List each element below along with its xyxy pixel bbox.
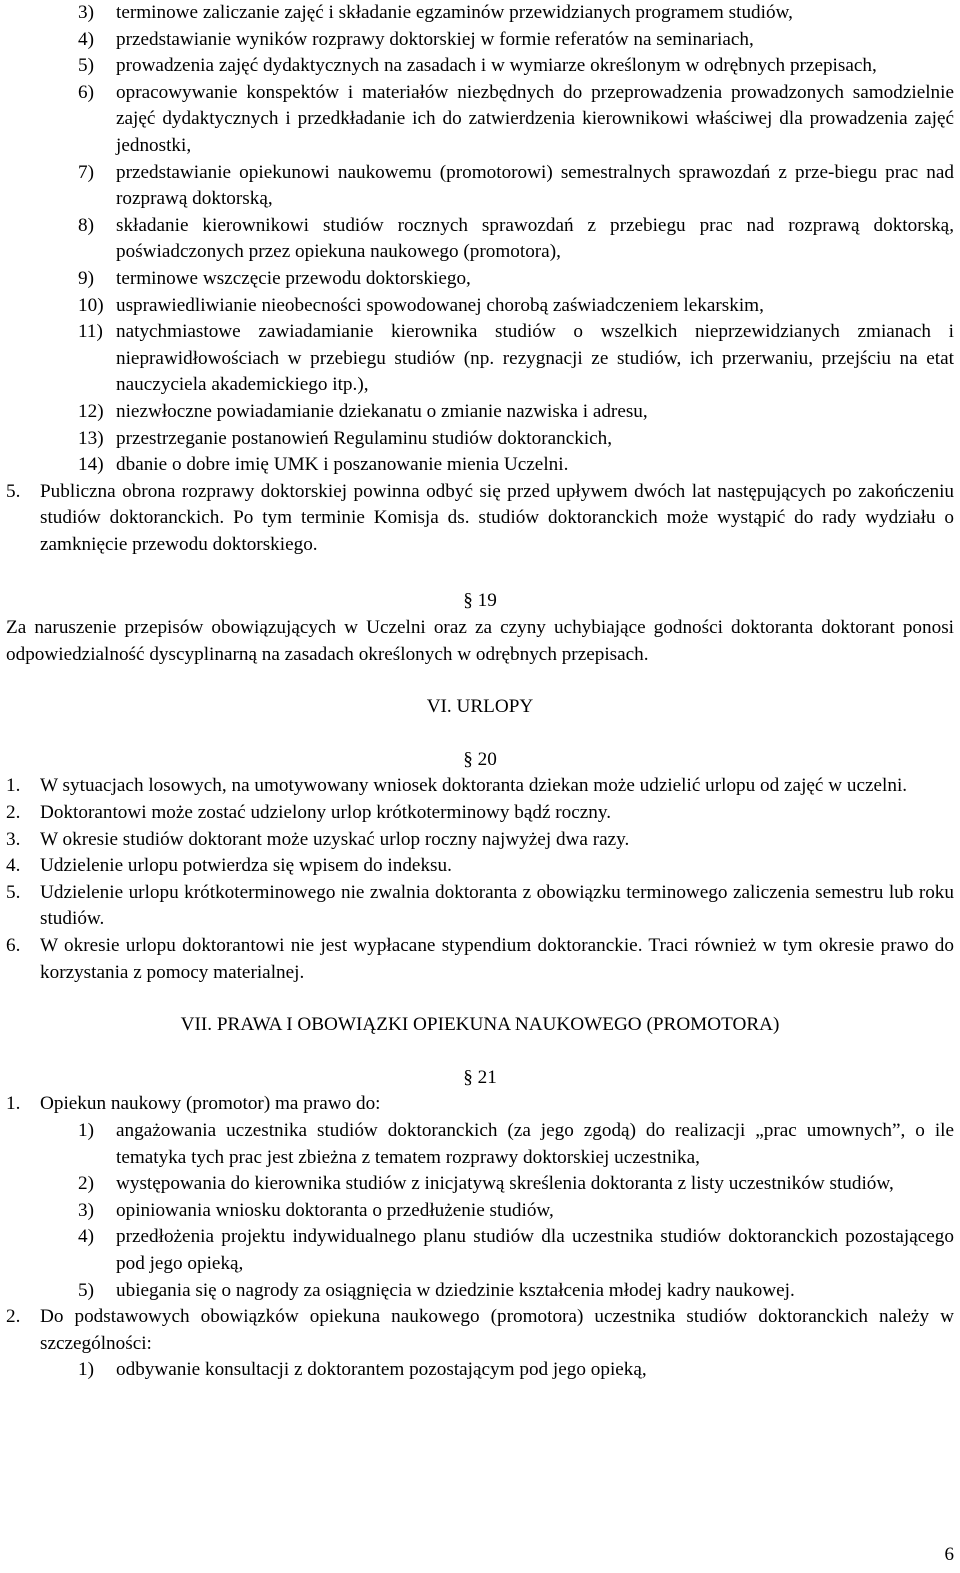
list-item — [6, 399, 954, 426]
list-item — [6, 1198, 954, 1225]
item-text: opiniowania wniosku doktoranta o przedłużenie studiów, — [116, 1199, 554, 1221]
section-heading-vii: VII. PRAWA I OBOWIĄZKI OPIEKUNA NAUKOWEGO (PROMOTORA) — [180, 1014, 780, 1036]
obligations-list — [6, 0, 954, 479]
paragraph-sign-20: § 20 — [463, 748, 497, 770]
item-text: opracowywanie konspektów i materiałów niezbędnych do przeprowadzenia prowadzonych samodzielnie zajęć dydaktycznych i przedkładanie ich do zatwierdzenia kierownikowi właściwej dla prowadzenia zajęć jednostki, — [116, 81, 954, 156]
item-number: 10) — [78, 294, 104, 316]
list-item — [6, 53, 954, 80]
item-number: 9) — [78, 267, 94, 289]
item-number: 1) — [78, 1359, 94, 1381]
item-number: 7) — [78, 161, 94, 183]
list-item — [6, 27, 954, 54]
item-text: Do podstawowych obowiązków opiekuna naukowego (promotora) uczestnika studiów doktoranckich należy w szczególności: — [40, 1306, 954, 1354]
list-item — [6, 426, 954, 453]
page-number: 6 — [944, 1544, 954, 1566]
item-text: W okresie urlopu doktorantowi nie jest wypłacane stypendium doktoranckie. Traci również w tym okresie prawo do korzystania z pomocy materialnej. — [40, 935, 954, 983]
list-item — [6, 827, 954, 854]
list-item — [6, 160, 954, 213]
item-text: niezwłoczne powiadamianie dziekanatu o zmianie nazwiska i adresu, — [116, 400, 648, 422]
item-number: 4) — [78, 28, 94, 50]
supervisor-rights-list — [6, 1118, 954, 1304]
item-number: 1. — [6, 1093, 21, 1115]
leave-rules-list — [6, 773, 954, 986]
item-text: Udzielenie urlopu potwierdza się wpisem do indeksu. — [40, 855, 452, 877]
list-item — [6, 1278, 954, 1305]
list-item — [6, 80, 954, 160]
list-item — [6, 1357, 954, 1384]
item-text: przedstawianie wyników rozprawy doktorskiej w formie referatów na seminariach, — [116, 28, 754, 50]
list-item — [6, 853, 954, 880]
list-item — [6, 452, 954, 479]
paragraph-sign-19: § 19 — [463, 590, 497, 612]
item-number: 3) — [78, 1199, 94, 1221]
paragraph-sign-21: § 21 — [463, 1066, 497, 1088]
item-text: Doktorantowi może zostać udzielony urlop krótkoterminowy bądź roczny. — [40, 802, 612, 824]
item-text: angażowania uczestnika studiów doktoranckich (za jego zgodą) do realizacji „prac umownych”, o ile tematyka tych prac jest zbieżna z tematem rozprawy doktorskiej uczestnika, — [116, 1119, 954, 1168]
list-item — [6, 266, 954, 293]
point-2 — [6, 1304, 954, 1357]
item-number: 3) — [78, 2, 94, 23]
item-number: 1) — [78, 1119, 94, 1141]
paragraph-19-text: Za naruszenie przepisów obowiązujących w Uczelni oraz za czyny uchybiające godności doktoranta doktorant ponosi odpowiedzialność dyscyplinarną na zasadach określonych w odrębnych przepisach. — [6, 617, 954, 665]
item-number: 6) — [78, 81, 94, 103]
item-number: 5. — [6, 480, 21, 502]
item-text: przedłożenia projektu indywidualnego planu studiów dla uczestnika studiów doktoranckich pozostającego pod jego opieką, — [116, 1226, 954, 1274]
item-text: prowadzenia zajęć dydaktycznych na zasadach i w wymiarze określonym w odrębnych przepisach, — [116, 55, 877, 77]
list-item — [6, 773, 954, 800]
item-text: dbanie o dobre imię UMK i poszanowanie mienia Uczelni. — [116, 454, 569, 476]
item-text: składanie kierownikowi studiów rocznych sprawozdań z przebiegu prac nad rozprawą doktorską, poświadczonych przez opiekuna naukowego (promotora), — [116, 214, 954, 263]
item-text: usprawiedliwianie nieobecności spowodowanej chorobą zaświadczeniem lekarskim, — [116, 294, 764, 316]
list-item — [6, 319, 954, 399]
item-text: Publiczna obrona rozprawy doktorskiej powinna odbyć się przed upływem dwóch lat następujących po zakończeniu studiów doktoranckich. Po tym terminie Komisja ds. studiów doktoranckich może wystąpić do rady wydziału o zamknięcie przewodu doktorskiego. — [40, 480, 954, 555]
point-1 — [6, 1091, 954, 1118]
item-text: przestrzeganie postanowień Regulaminu studiów doktoranckich, — [116, 427, 613, 449]
list-item — [6, 1118, 954, 1171]
item-text: W sytuacjach losowych, na umotywowany wniosek doktoranta dziekan może udzielić urlopu od zajęć w uczelni. — [40, 775, 908, 797]
item-text: ubiegania się o nagrody za osiągnięcia w dziedzinie kształcenia młodej kadry naukowej. — [116, 1279, 795, 1301]
item-number: 2. — [6, 802, 21, 824]
item-number: 11) — [78, 321, 103, 343]
item-number: 5) — [78, 55, 94, 77]
item-number: 8) — [78, 214, 94, 236]
list-item — [6, 0, 954, 27]
item-number: 4) — [78, 1226, 94, 1248]
item-number: 14) — [78, 454, 104, 476]
item-number: 1. — [6, 775, 21, 797]
item-text: przedstawianie opiekunowi naukowemu (promotorowi) semestralnych sprawozdań z prze-biegu prac nad rozprawą doktorską, — [116, 161, 954, 210]
list-item — [6, 1171, 954, 1198]
item-number: 13) — [78, 427, 104, 449]
item-number: 12) — [78, 400, 104, 422]
item-number: 5. — [6, 881, 21, 903]
item-text: Udzielenie urlopu krótkoterminowego nie zwalnia doktoranta z obowiązku terminowego zaliczenia semestru lub roku studiów. — [40, 881, 954, 930]
supervisor-duties-list — [6, 1357, 954, 1384]
list-item — [6, 293, 954, 320]
item-text: terminowe zaliczanie zajęć i składanie egzaminów przewidzianych programem studiów, — [116, 2, 793, 23]
item-number: 2) — [78, 1173, 94, 1195]
section-heading-vi: VI. URLOPY — [426, 696, 534, 718]
item-number: 4. — [6, 855, 21, 877]
list-item — [6, 933, 954, 986]
item-text: terminowe wszczęcie przewodu doktorskiego, — [116, 267, 471, 289]
item-number: 3. — [6, 828, 21, 850]
item-text: występowania do kierownika studiów z inicjatywą skreślenia doktoranta z listy uczestników studiów, — [116, 1173, 894, 1195]
list-item — [6, 800, 954, 827]
item-text: W okresie studiów doktorant może uzyskać urlop roczny najwyżej dwa razy. — [40, 828, 630, 850]
item-text: natychmiastowe zawiadamianie kierownika studiów o wszelkich nieprzewidzianych zmianach i nieprawidłowościach w przebiegu studiów (np. rezygnacji ze studiów, ich przerwaniu, przejściu na etat nauczyciela akademickiego itp.), — [116, 321, 954, 396]
item-number: 2. — [6, 1306, 21, 1328]
item-number: 6. — [6, 935, 21, 956]
list-item — [6, 213, 954, 266]
point-5 — [6, 479, 954, 559]
item-number: 5) — [78, 1279, 94, 1301]
list-item — [6, 1224, 954, 1277]
list-item — [6, 880, 954, 933]
item-text: Opiekun naukowy (promotor) ma prawo do: — [40, 1093, 381, 1115]
item-text: odbywanie konsultacji z doktorantem pozostającym pod jego opieką, — [116, 1359, 647, 1381]
